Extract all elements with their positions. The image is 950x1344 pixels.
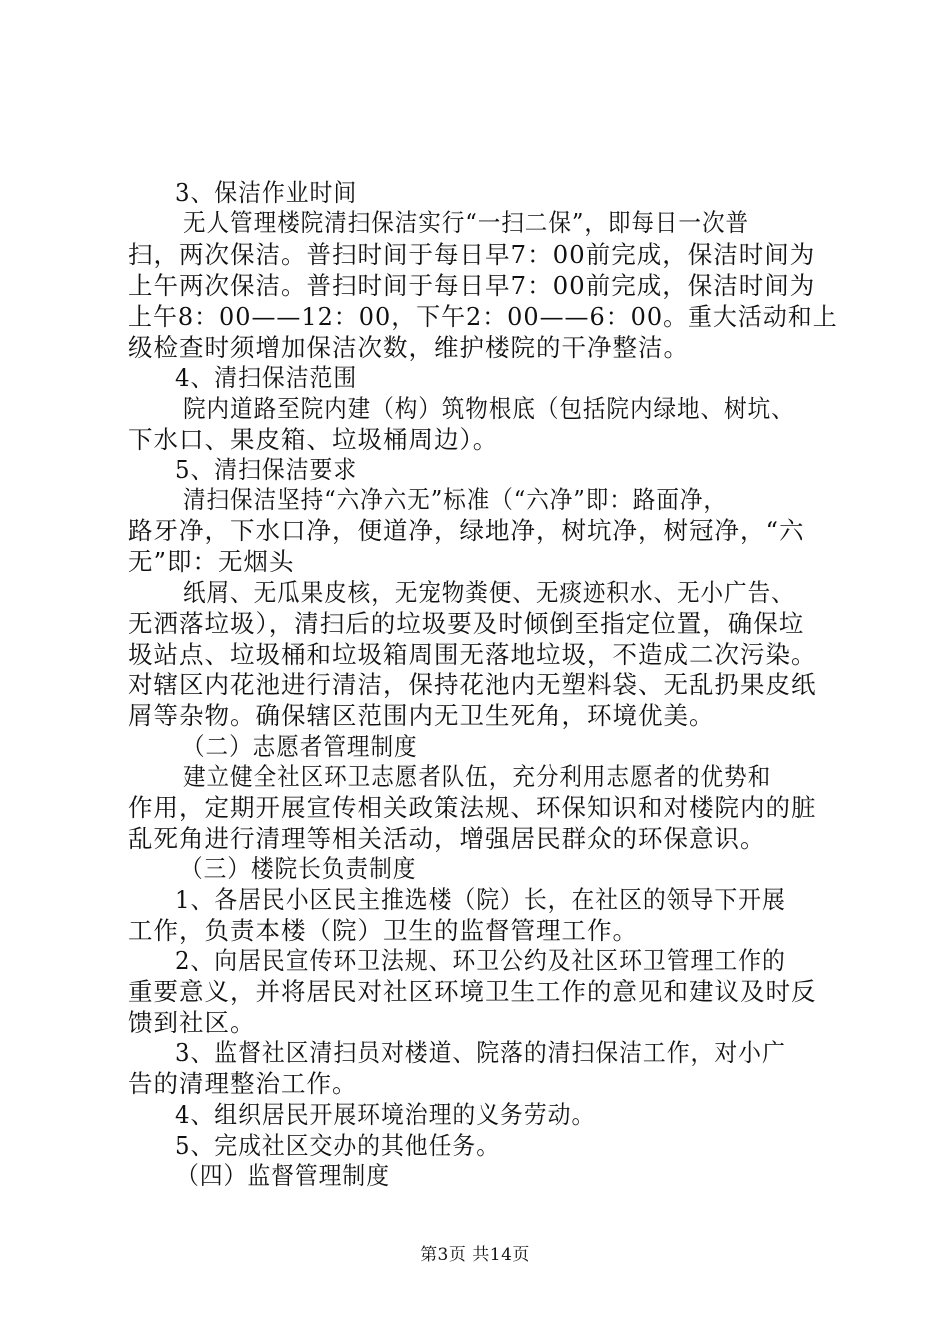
text-line: 圾站点、垃圾桶和垃圾箱周围无落地垃圾，不造成二次污染。 (128, 640, 817, 669)
text-line: 作用，定期开展宣传相关政策法规、环保知识和对楼院内的脏 (128, 793, 817, 822)
section-heading: 5、清扫保洁要求 (175, 455, 358, 484)
text-line: 3、监督社区清扫员对楼道、院落的清扫保洁工作，对小广 (175, 1038, 786, 1067)
section-heading: 4、清扫保洁范围 (175, 363, 358, 392)
text-line: 乱死角进行清理等相关活动，增强居民群众的环保意识。 (128, 824, 766, 853)
text-line: 5、完成社区交办的其他任务。 (175, 1131, 501, 1160)
text-line: 上午8：00——12：00，下午2：00——6：00。重大活动和上 (128, 302, 838, 331)
section-heading: （四）监督管理制度 (176, 1161, 390, 1190)
text-line: 告的清理整治工作。 (128, 1069, 358, 1098)
text-line: 4、组织居民开展环境治理的义务劳动。 (175, 1100, 596, 1129)
text-line: 2、向居民宣传环卫法规、环卫公约及社区环卫管理工作的 (175, 946, 786, 975)
text-line: 纸屑、无瓜果皮核，无宠物粪便、无痰迹积水、无小广告、 (183, 578, 795, 607)
text-line: 无洒落垃圾），清扫后的垃圾要及时倾倒至指定位置，确保垃 (128, 609, 805, 638)
text-line: 对辖区内花池进行清洁，保持花池内无塑料袋、无乱扔果皮纸 (128, 670, 817, 699)
text-line: 院内道路至院内建（构）筑物根底（包括院内绿地、树坑、 (183, 394, 795, 423)
text-line: 下水口、果皮箱、垃圾桶周边）。 (128, 425, 499, 454)
text-line: 重要意义，并将居民对社区环境卫生工作的意见和建议及时反 (128, 977, 817, 1006)
text-line: 3、保洁作业时间 (175, 178, 358, 207)
text-line: 建立健全社区环卫志愿者队伍，充分利用志愿者的优势和 (183, 762, 772, 791)
text-line: 工作，负责本楼（院）卫生的监督管理工作。 (128, 916, 638, 945)
text-line: 无”即：无烟头 (128, 547, 295, 576)
text-line: 屑等杂物。确保辖区范围内无卫生死角，环境优美。 (128, 701, 715, 730)
text-line: 1、各居民小区民主推选楼（院）长，在社区的领导下开展 (175, 885, 786, 914)
page-number: 第3页 共14页 (420, 1245, 530, 1265)
text-line: 扫，两次保洁。普扫时间于每日早7：00前完成，保洁时间为 (128, 240, 816, 269)
section-heading: （二）志愿者管理制度 (182, 732, 418, 761)
text-line: 上午两次保洁。普扫时间于每日早7：00前完成，保洁时间为 (128, 271, 816, 300)
text-line: 清扫保洁坚持“六净六无”标准（“六净”即：路面净， (183, 485, 727, 514)
text-line: 级检查时须增加保洁次数，维护楼院的干净整洁。 (128, 333, 689, 362)
text-line: 馈到社区。 (128, 1008, 256, 1037)
text-line: 路牙净，下水口净，便道净，绿地净，树坑净，树冠净，“六 (128, 516, 805, 545)
text-line: 无人管理楼院清扫保洁实行“一扫二保”，即每日一次普 (183, 208, 750, 237)
section-heading: （三）楼院长负责制度 (180, 854, 417, 883)
